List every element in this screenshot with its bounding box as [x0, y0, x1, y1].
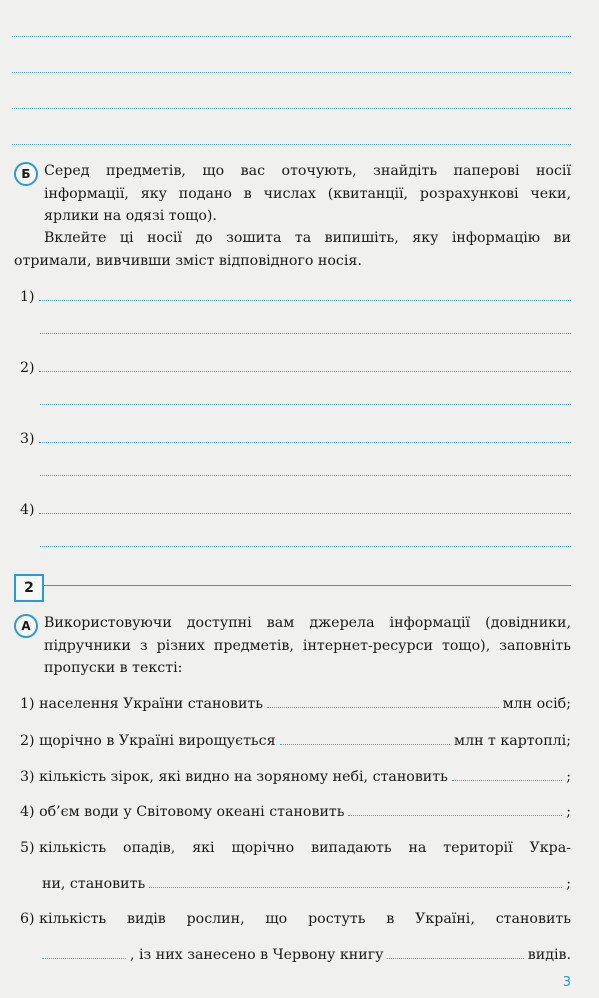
page-number: 3 — [562, 975, 571, 990]
answer-line[interactable] — [40, 546, 571, 547]
answer-line[interactable] — [39, 442, 571, 443]
item-number: 4) — [20, 804, 35, 820]
task-a-intro: Використовуючи доступні вам джерела інформації (довідники, підручники з різних предметів, інтернет-ресурси тощо), заповніть пропуски в тексті: — [44, 615, 571, 676]
item-number: 6) — [20, 911, 35, 927]
item-number: 3) — [20, 431, 35, 447]
answer-line[interactable] — [12, 72, 571, 73]
item-number: 2) — [20, 360, 35, 376]
answer-line[interactable] — [40, 404, 571, 405]
task-a-item-5-line-1 — [20, 834, 571, 856]
task-b-item-2[interactable] — [20, 354, 571, 376]
task-a-badge: А — [14, 614, 38, 638]
task-a-item-3[interactable] — [20, 763, 571, 785]
item-text: кількість видів рослин, що ростуть в Україні, становить — [39, 911, 571, 927]
item-number: 1) — [20, 696, 35, 712]
task-a-item-2[interactable] — [20, 727, 571, 749]
item-text-after: видів. — [527, 947, 571, 963]
item-text: , із них занесено в Червону книгу — [130, 947, 384, 963]
task-a-item-4[interactable] — [20, 798, 571, 820]
answer-line[interactable] — [40, 333, 571, 334]
answer-line[interactable] — [40, 475, 571, 476]
task-b-paragraph-2: Вклейте ці носії до зошита та випишіть, яку інформацію ви отримали, вивчивши зміст відповідного носія. — [14, 230, 571, 269]
item-text: кількість опадів, які щорічно випадають на території Укра- — [39, 840, 571, 856]
answer-line[interactable] — [12, 108, 571, 109]
item-text-after: млн т картоплі; — [454, 733, 571, 749]
task-b-item-1[interactable] — [20, 283, 571, 305]
item-text-after: ; — [566, 876, 571, 892]
task-a-item-5-line-2[interactable] — [42, 870, 571, 892]
task-a-item-1[interactable] — [20, 690, 571, 712]
fill-blank[interactable] — [452, 780, 562, 781]
item-text: кількість зірок, які видно на зоряному небі, становить — [39, 769, 448, 785]
task-a-item-6-line-2[interactable] — [42, 941, 571, 963]
item-text: щорічно в Україні вирощується — [39, 733, 276, 749]
item-text-after: млн осіб; — [502, 696, 571, 712]
section-number: 2 — [14, 574, 44, 602]
item-number: 3) — [20, 769, 35, 785]
answer-line[interactable] — [39, 513, 571, 514]
task-b-paragraph-1: Серед предметів, що вас оточують, знайдіть паперові носії інформації, яку подано в числах (квитанції, розрахункові чеки, ярлики на одязі тощо). — [44, 163, 571, 224]
item-text-after: ; — [566, 804, 571, 820]
task-b-badge: Б — [14, 162, 38, 186]
task-b-item-3[interactable] — [20, 425, 571, 447]
item-text: об’єм води у Світовому океані становить — [39, 804, 345, 820]
item-text: ни, становить — [42, 876, 146, 892]
task-a-item-6-line-1 — [20, 905, 571, 927]
fill-blank[interactable] — [149, 887, 562, 888]
fill-blank[interactable] — [387, 958, 523, 959]
item-number: 4) — [20, 502, 35, 518]
fill-blank[interactable] — [280, 744, 450, 745]
item-number: 5) — [20, 840, 35, 856]
answer-line[interactable] — [12, 36, 571, 37]
item-number: 2) — [20, 733, 35, 749]
task-b-item-4[interactable] — [20, 496, 571, 518]
section-divider — [44, 585, 571, 586]
fill-blank[interactable] — [267, 707, 499, 708]
answer-line[interactable] — [39, 300, 571, 301]
fill-blank[interactable] — [42, 958, 126, 959]
answer-line[interactable] — [39, 371, 571, 372]
item-text: населення України становить — [39, 696, 264, 712]
item-number: 1) — [20, 289, 35, 305]
item-text-after: ; — [566, 769, 571, 785]
fill-blank[interactable] — [348, 815, 562, 816]
answer-line[interactable] — [12, 144, 571, 145]
